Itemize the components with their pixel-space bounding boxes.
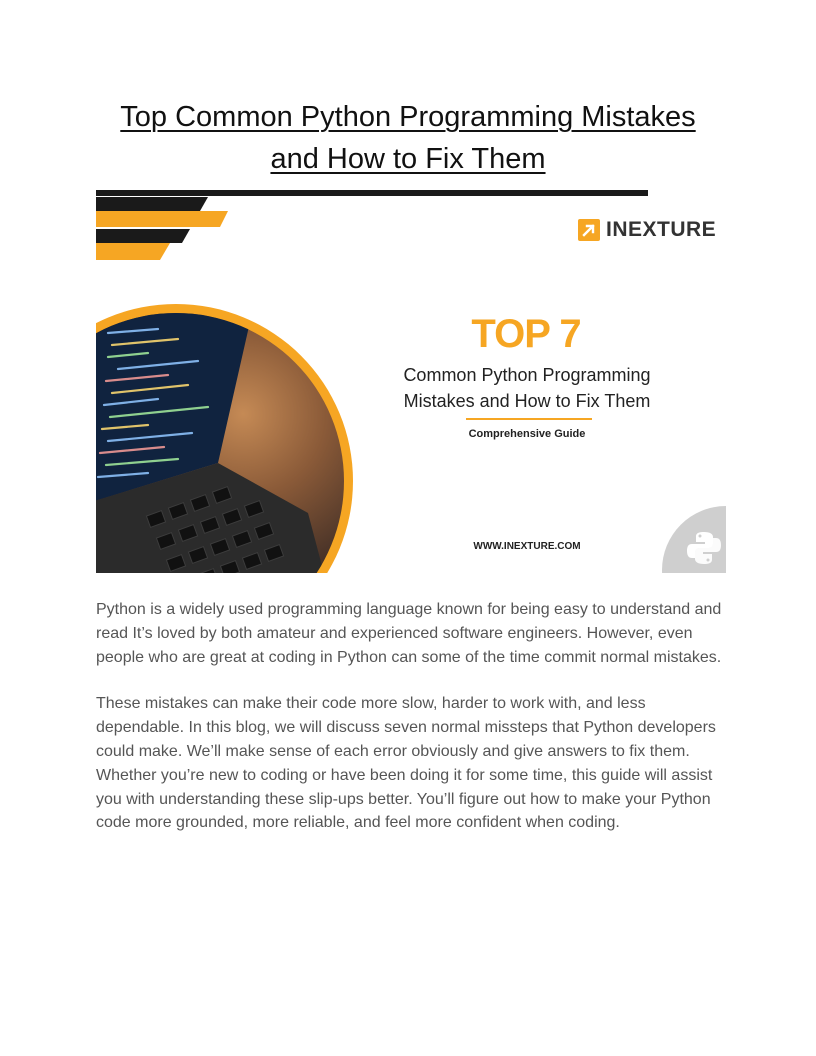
laptop-photo — [96, 313, 344, 573]
banner-stripes-graphic — [96, 190, 236, 262]
page-title-line-1: Top Common Python Programming Mistakes — [120, 101, 696, 133]
page-title — [96, 96, 720, 180]
paragraph-intro: Python is a widely used programming language known for being easy to understand and read It’s loved by both amateur and experienced software engineers. However, even people who are great at coding in Python can some of the time commit normal mistakes. — [96, 601, 722, 666]
inexture-logo — [578, 218, 716, 242]
banner-subheadline-line-1: Common Python Programming — [403, 365, 651, 385]
banner-subheadline-line-2: Mistakes and How to Fix Them — [403, 391, 651, 411]
banner-divider — [466, 418, 592, 420]
logo-arrow-icon — [578, 219, 600, 241]
banner-image — [96, 190, 726, 573]
article-body — [96, 598, 726, 858]
banner-tagline: Comprehensive Guide — [468, 428, 586, 440]
banner-subheadline — [382, 362, 672, 414]
banner-website: WWW.INEXTURE.COM — [473, 541, 581, 552]
banner-headline: TOP 7 — [471, 312, 581, 356]
page-title-line-2: and How to Fix Them — [270, 143, 546, 175]
logo-text: INEXTURE — [606, 218, 717, 241]
python-icon — [662, 506, 726, 573]
paragraph-overview: These mistakes can make their code more slow, harder to work with, and less dependable. In this blog, we will discuss seven normal missteps that Python developers could make. We’ll make sense of each error obviously and give answers to fix them. Whether you’re new to coding or have been doing it for some time, this guide will assist you with understanding these slip-ups better. You’ll figure out how to make your Python code more grounded, more reliable, and feel more confident when coding. — [96, 695, 716, 832]
